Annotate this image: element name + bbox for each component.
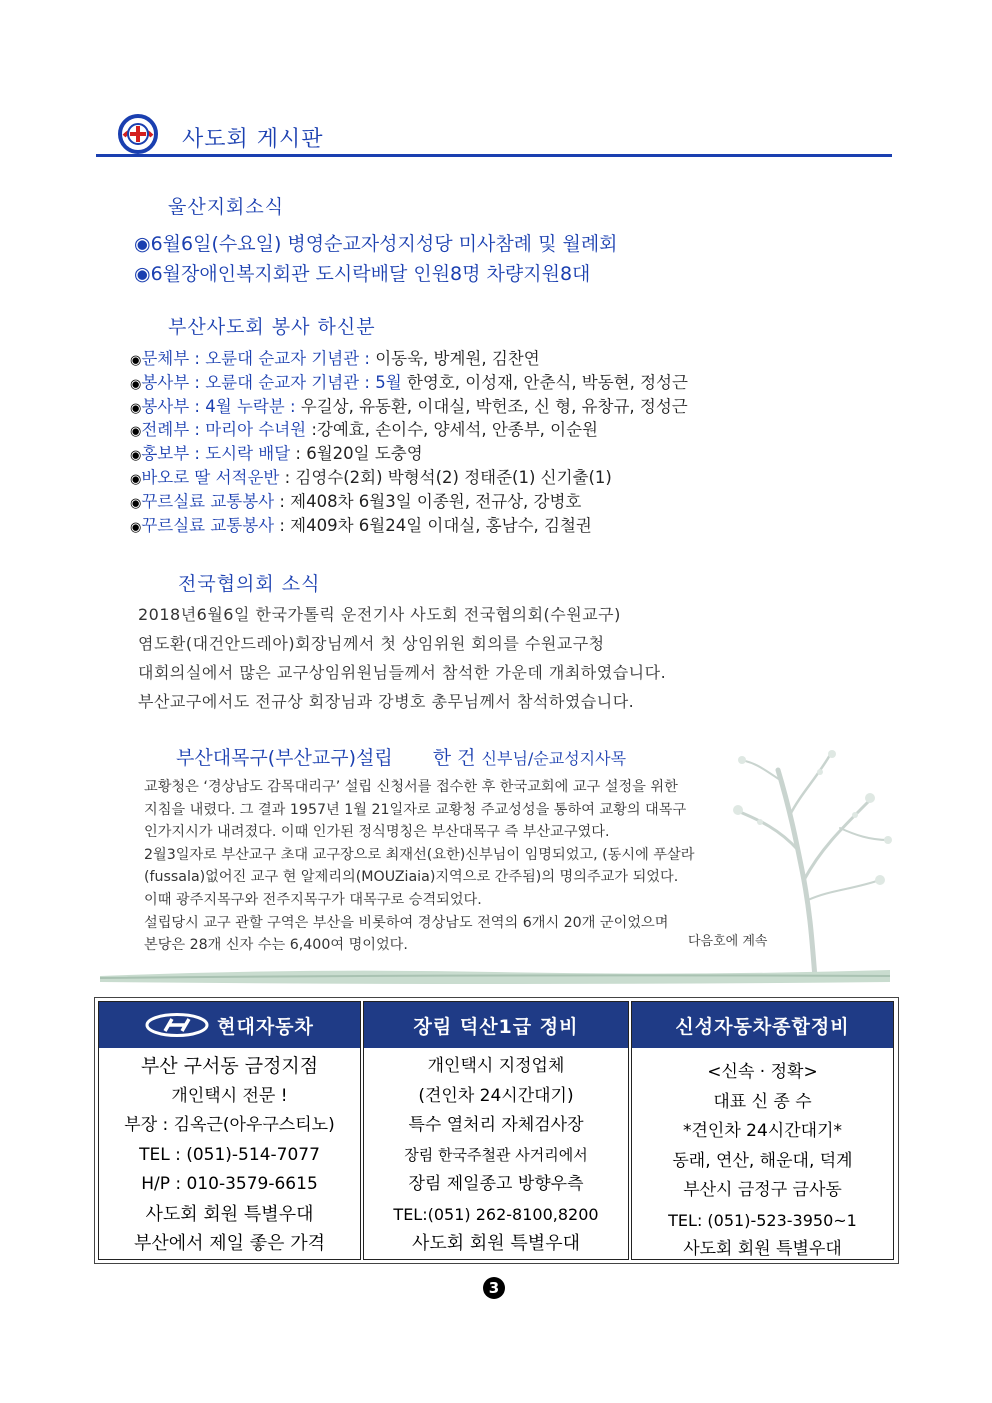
list-item: ◉봉사부 : 4월 누락분 : 우길상, 유동환, 이대실, 박헌조, 신 형, 유창규, 정성근 <box>130 396 688 416</box>
paragraph-line: 2월3일자로 부산교구 초대 교구장으로 최재선(요한)신부님이 임명되었고, (동시에 푸살라 <box>144 846 695 863</box>
paragraph-line: 지침을 내렸다. 그 결과 1957년 1월 21일자로 교황청 주교성성을 통하여 교황의 대목구 <box>144 801 687 818</box>
paragraph-line: 본당은 28개 신자 수는 6,400여 명이었다. <box>144 937 408 954</box>
ad-line: 장림 제일종고 방향우측 <box>408 1174 584 1194</box>
ad-jangnim <box>363 1001 629 1260</box>
list-item: ◉문체부 : 오륜대 순교자 기념관 : 이동욱, 방계원, 김찬연 <box>130 349 540 368</box>
ad-line: 부산시 금정구 금사동 <box>683 1180 842 1200</box>
ad-line: 개인택시 전문 ! <box>171 1085 288 1106</box>
ad-header: 장림 덕산1급 정비 <box>364 1002 628 1048</box>
advertisement-panel <box>94 997 899 1264</box>
paragraph-line: 2018년6월6일 한국가톨릭 운전기사 사도회 전국협의회(수원교구) <box>138 605 621 624</box>
continued-note: 다음호에 계속 <box>688 934 768 949</box>
ad-line: *견인차 24시간대기* <box>683 1121 842 1141</box>
paragraph-line: 인가지시가 내려졌다. 이때 인가된 정식명칭은 부산대목구 즉 부산교구였다. <box>144 824 610 841</box>
ad-line: 사도회 회원 특별우대 <box>412 1233 580 1254</box>
hyundai-logo-icon <box>145 1013 209 1037</box>
ad-line: 사도회 회원 특별우대 <box>683 1239 842 1259</box>
paragraph-line: 대회의실에서 많은 교구상임위원님들께서 참석한 가운데 개최하였습니다. <box>138 663 667 682</box>
ad-line: 부산에서 제일 좋은 가격 <box>133 1233 326 1254</box>
ad-line: 동래, 연산, 해운대, 덕계 <box>672 1150 853 1171</box>
list-item: ◉바오로 딸 서적운반 : 김영수(2회) 박형석(2) 정태준(1) 신기출(1) <box>130 467 612 487</box>
ad-line: 사도회 회원 특별우대 <box>145 1203 314 1225</box>
society-logo-icon <box>118 114 158 154</box>
ad-line: 특수 열처리 자체검사장 <box>408 1115 584 1135</box>
ad-line: 부산 구서동 금정지점 <box>140 1055 319 1077</box>
page-title: 사도회 게시판 <box>182 127 324 152</box>
paragraph-line: 염도환(대건안드레아)회장님께서 첫 상임위원 회의를 수원교구청 <box>138 634 605 653</box>
ad-line: 장림 한국주철관 사거리에서 <box>404 1145 588 1164</box>
ad-hyundai <box>98 1001 361 1260</box>
ad-line: <신속 · 정확> <box>707 1062 818 1082</box>
ad-shinsung <box>631 1001 894 1260</box>
ad-line: (견인차 24시간대기) <box>418 1085 574 1106</box>
history-section-title: 부산대목구(부산교구)설립 한 건 신부님/순교성지사목 <box>176 747 627 769</box>
ad-line: 부장 : 김옥근(아우구스티노) <box>124 1115 335 1135</box>
ulsan-section-title: 울산지회소식 <box>168 196 285 218</box>
grass-decoration-icon <box>100 958 890 988</box>
paragraph-line: 부산교구에서도 전규상 회장님과 강병호 총무님께서 참석하였습니다. <box>138 692 635 711</box>
ad-line: H/P : 010-3579-6615 <box>141 1174 318 1194</box>
national-section-title: 전국협의회 소식 <box>178 573 321 595</box>
ad-line: TEL : (051)-514-7077 <box>139 1144 320 1165</box>
list-item: ◉꾸르실료 교통봉사 : 제409차 6월24일 이대실, 홍남수, 김철권 <box>130 515 592 535</box>
paragraph-line: 설립당시 교구 관할 구역은 부산을 비롯하여 경상남도 전역의 6개시 20개 군이었으며 <box>144 914 669 931</box>
national-paragraph <box>138 602 858 718</box>
ulsan-item-2: ◉6월장애인복지회관 도시락배달 인원8명 차량지원8대 <box>134 263 591 285</box>
ad-header: 현대자동차 <box>99 1002 360 1048</box>
list-item: ◉전례부 : 마리아 수녀원 :강예효, 손이수, 양세석, 안종부, 이순원 <box>130 420 598 440</box>
page-header <box>96 110 892 160</box>
ad-line: TEL: (051)-523-3950~1 <box>668 1210 857 1230</box>
list-item: ◉꾸르실료 교통봉사 : 제408차 6월3일 이종원, 전규상, 강병호 <box>130 491 582 511</box>
ad-line: TEL:(051) 262-8100,8200 <box>393 1204 599 1224</box>
busan-section-title: 부산사도회 봉사 하신분 <box>168 316 376 338</box>
list-item: ◉봉사부 : 오륜대 순교자 기념관 : 5월 한영호, 이성재, 안춘식, 박동현, 정성근 <box>130 372 688 392</box>
paragraph-line: (fussala)없어진 교구 현 알제리의(MOUZiaia)지역으로 간주됨)의 명의주교가 되었다. <box>144 869 679 886</box>
page-number: 3 <box>483 1277 505 1299</box>
ulsan-item-1: ◉6월6일(수요일) 병영순교자성지성당 미사참례 및 월례회 <box>134 233 618 255</box>
ad-header: 신성자동차종합정비 <box>632 1002 893 1048</box>
ad-line: 대표 신 종 수 <box>713 1091 812 1112</box>
paragraph-line: 이때 광주지목구와 전주지목구가 대목구로 승격되었다. <box>144 891 482 908</box>
header-divider <box>96 154 892 157</box>
list-item: ◉홍보부 : 도시락 배달 : 6월20일 도충영 <box>130 444 423 464</box>
volunteer-list <box>130 345 850 535</box>
ad-line: 개인택시 지정업체 <box>427 1056 565 1076</box>
paragraph-line: 교황청은 ‘경상남도 감목대리구’ 설립 신청서를 접수한 후 한국교회에 교구 설정을 위한 <box>144 779 678 795</box>
